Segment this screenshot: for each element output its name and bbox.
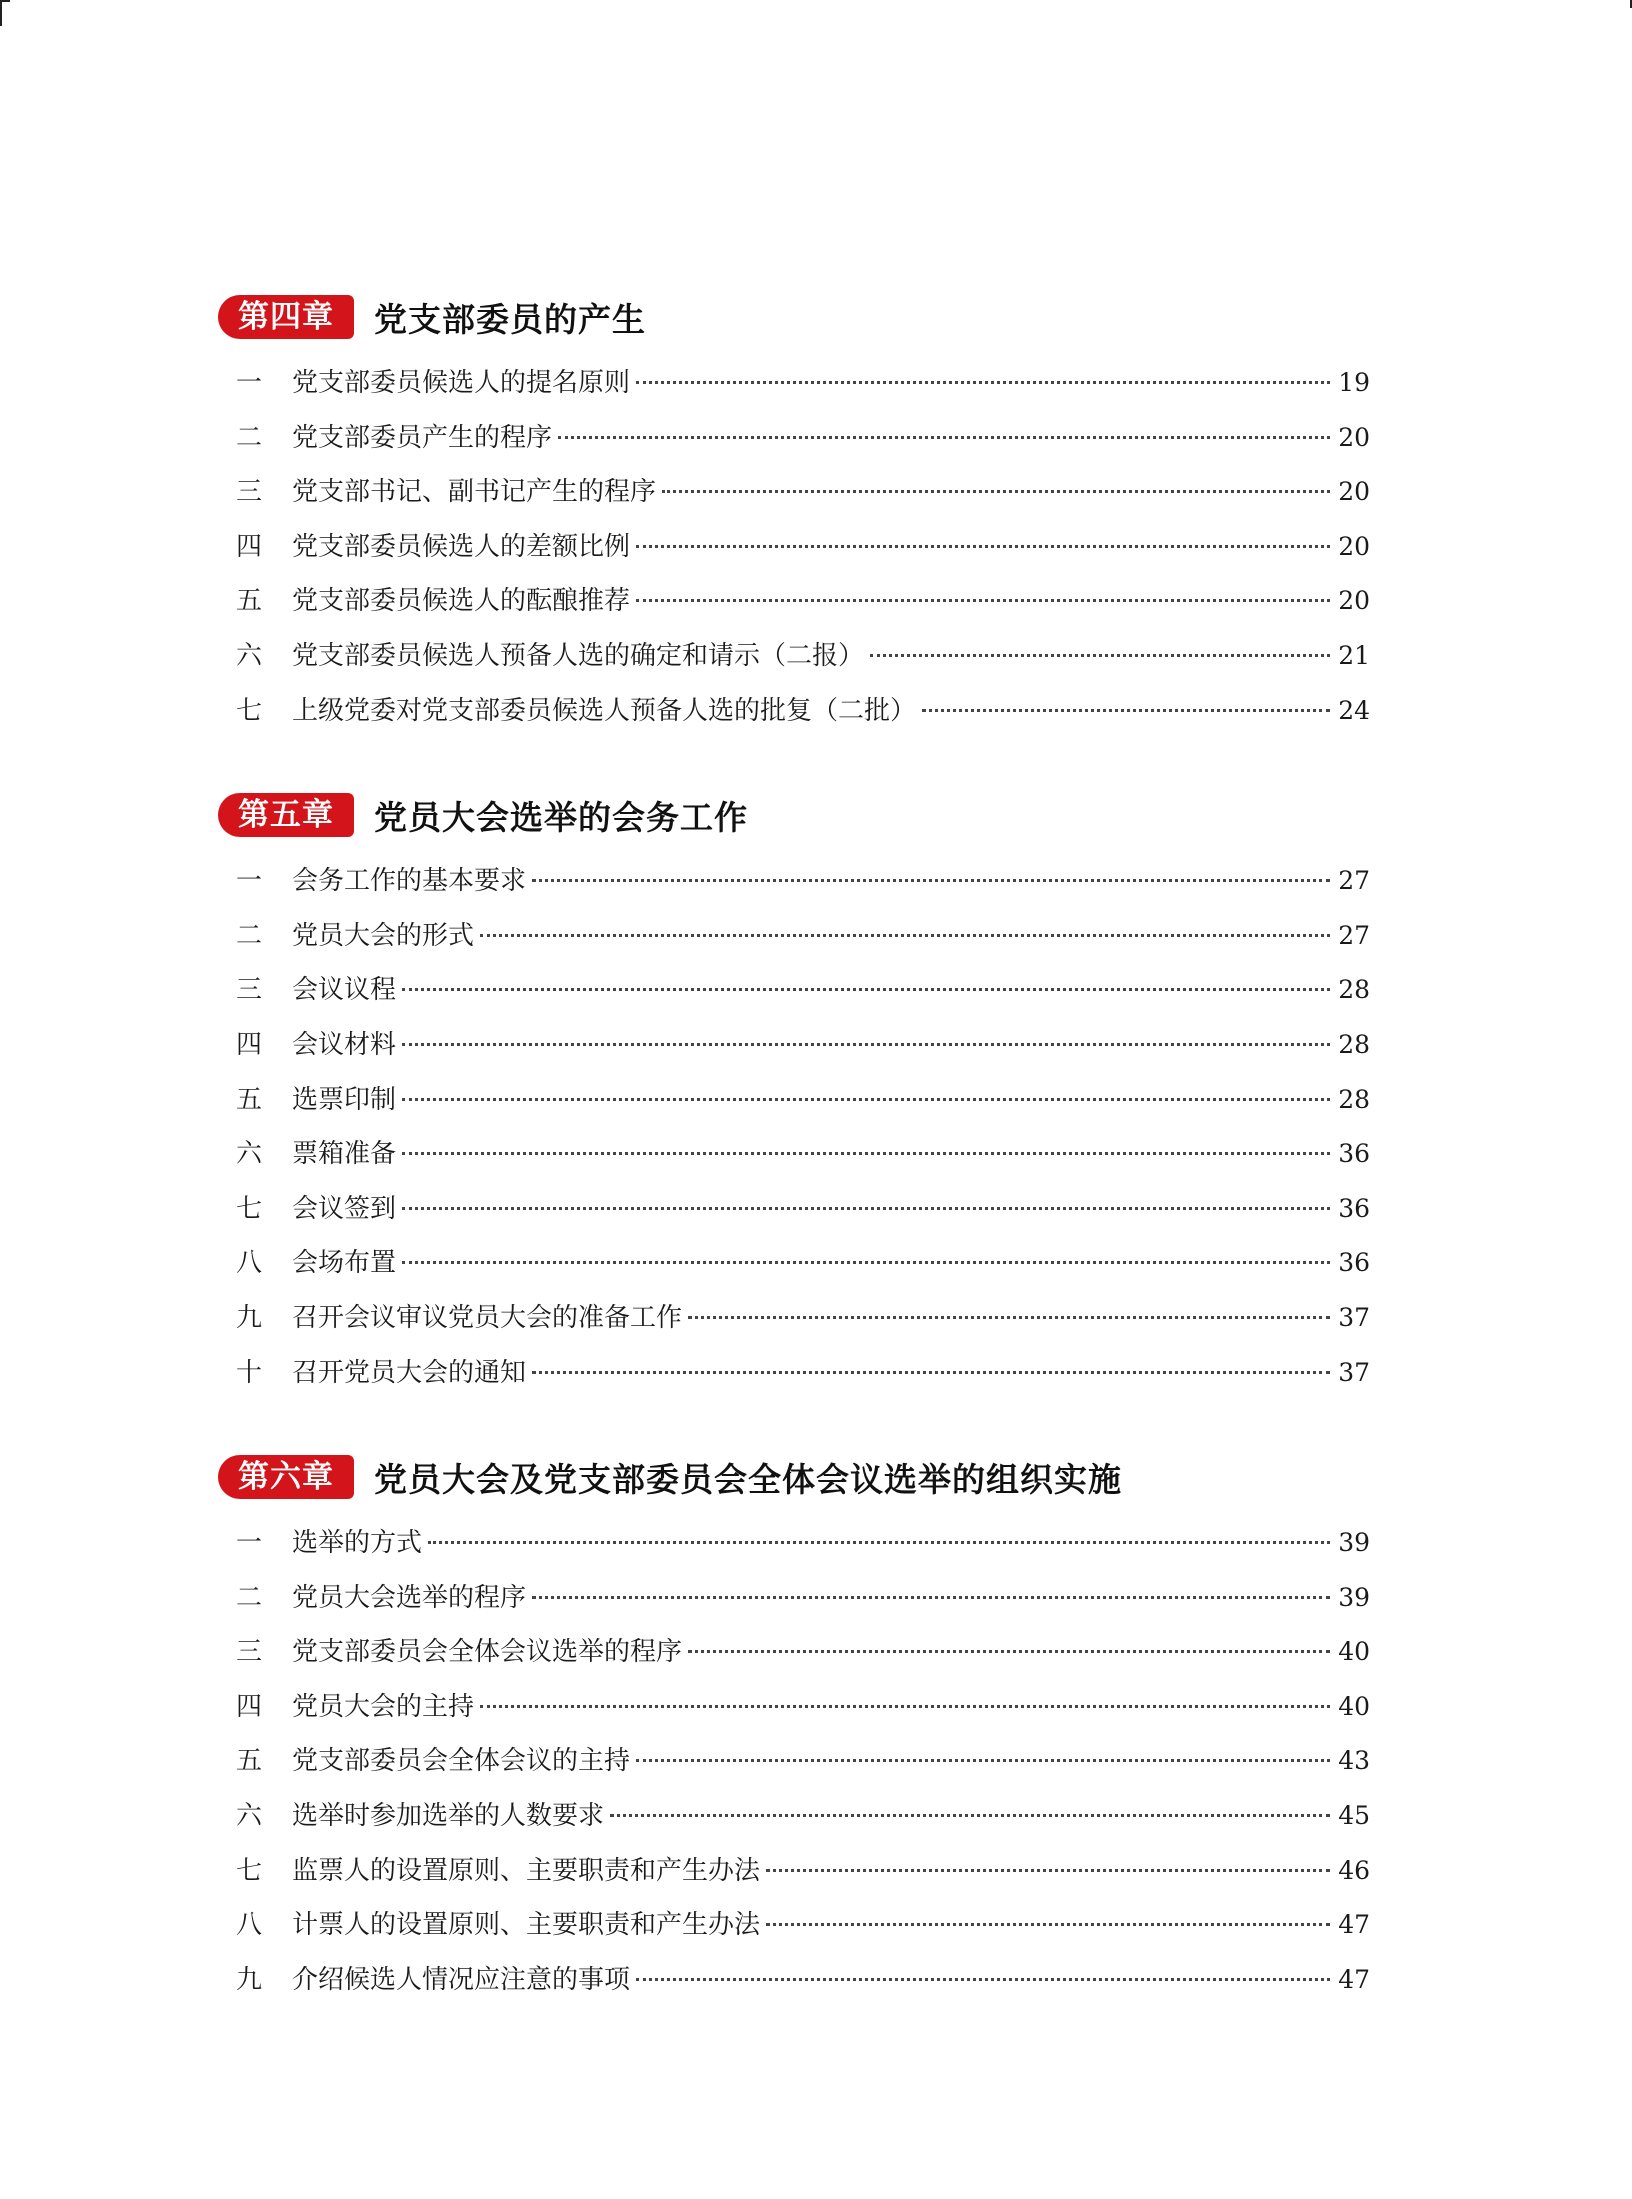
entry-number: 六 <box>236 640 263 671</box>
chapter-entries <box>218 1516 1370 2007</box>
toc-entry[interactable] <box>218 1516 1370 1571</box>
entry-number: 一 <box>236 866 263 897</box>
entry-number: 三 <box>236 975 263 1006</box>
entry-page-number: 37 <box>1338 1302 1370 1332</box>
entry-page-number: 19 <box>1338 368 1370 397</box>
entry-title: 党支部委员候选人的提名原则 <box>292 368 631 398</box>
dot-leader <box>636 1759 1330 1762</box>
entry-title: 党支部委员会全体会议的主持 <box>292 1746 631 1777</box>
dot-leader <box>402 1152 1330 1155</box>
toc-entry[interactable] <box>218 1073 1370 1128</box>
entry-number: 四 <box>236 1691 263 1722</box>
entry-number: 四 <box>236 531 263 562</box>
entry-number: 一 <box>236 368 263 398</box>
toc-entry[interactable] <box>218 684 1370 739</box>
toc-entry[interactable] <box>218 1127 1370 1182</box>
table-of-contents <box>218 292 1370 2059</box>
entry-title: 票箱准备 <box>292 1139 397 1170</box>
entry-page-number: 45 <box>1338 1801 1370 1831</box>
chapter-title: 党支部委员的产生 <box>374 299 646 339</box>
entry-page-number: 39 <box>1338 1528 1370 1558</box>
dot-leader <box>766 1923 1330 1926</box>
entry-number: 二 <box>236 422 263 453</box>
entry-title: 会议签到 <box>292 1193 397 1224</box>
toc-entry[interactable] <box>218 1236 1370 1291</box>
toc-entry[interactable] <box>218 1789 1370 1844</box>
chapter-badge: 第五章 <box>218 793 354 837</box>
entry-page-number: 39 <box>1338 1582 1370 1612</box>
toc-entry[interactable] <box>218 1625 1370 1680</box>
dot-leader <box>402 1098 1330 1101</box>
entry-title: 党员大会的形式 <box>292 920 475 951</box>
entry-page-number: 43 <box>1338 1746 1370 1776</box>
chapter-badge: 第六章 <box>218 1455 354 1499</box>
toc-entry[interactable] <box>218 356 1370 411</box>
entry-title: 召开党员大会的通知 <box>292 1357 527 1388</box>
entry-number: 九 <box>236 1302 263 1333</box>
entry-title: 会议材料 <box>292 1029 397 1060</box>
dot-leader <box>766 1869 1330 1872</box>
dot-leader <box>636 545 1330 548</box>
entry-title: 党支部书记、副书记产生的程序 <box>292 477 657 508</box>
chapter-header <box>218 790 1370 840</box>
entry-title: 党支部委员会全体会议选举的程序 <box>292 1637 683 1668</box>
entry-page-number: 27 <box>1338 866 1370 896</box>
entry-number: 七 <box>236 1193 263 1224</box>
entry-page-number: 47 <box>1338 1910 1370 1940</box>
toc-entry[interactable] <box>218 574 1370 629</box>
entry-page-number: 20 <box>1338 586 1370 616</box>
entry-title: 召开会议审议党员大会的准备工作 <box>292 1302 683 1333</box>
entry-page-number: 27 <box>1338 920 1370 950</box>
chapter-4 <box>218 292 1370 738</box>
entry-title: 党支部委员候选人的差额比例 <box>292 531 631 562</box>
chapter-title: 党员大会选举的会务工作 <box>374 797 748 837</box>
chapter-title: 党员大会及党支部委员会全体会议选举的组织实施 <box>374 1459 1122 1499</box>
entry-page-number: 28 <box>1338 1029 1370 1059</box>
toc-entry[interactable] <box>218 909 1370 964</box>
entry-number: 九 <box>236 1964 263 1995</box>
dot-leader <box>480 934 1330 937</box>
chapter-entries <box>218 854 1370 1400</box>
toc-entry[interactable] <box>218 1571 1370 1626</box>
entry-title: 会务工作的基本要求 <box>292 866 527 897</box>
entry-page-number: 46 <box>1338 1855 1370 1885</box>
entry-number: 六 <box>236 1139 263 1170</box>
entry-page-number: 28 <box>1338 975 1370 1005</box>
entry-page-number: 40 <box>1338 1637 1370 1667</box>
dot-leader <box>688 1650 1330 1653</box>
entry-page-number: 47 <box>1338 1964 1370 1994</box>
toc-entry[interactable] <box>218 465 1370 520</box>
entry-title: 选举时参加选举的人数要求 <box>292 1801 605 1832</box>
entry-number: 八 <box>236 1910 263 1941</box>
toc-entry[interactable] <box>218 1680 1370 1735</box>
chapter-badge: 第四章 <box>218 295 354 339</box>
toc-entry[interactable] <box>218 1291 1370 1346</box>
toc-entry[interactable] <box>218 1953 1370 2008</box>
entry-number: 七 <box>236 1855 263 1886</box>
dot-leader <box>636 381 1330 384</box>
dot-leader <box>428 1541 1330 1544</box>
toc-entry[interactable] <box>218 1898 1370 1953</box>
dot-leader <box>402 988 1330 991</box>
entry-title: 选票印制 <box>292 1084 397 1115</box>
entry-number: 一 <box>236 1528 263 1559</box>
dot-leader <box>402 1043 1330 1046</box>
toc-entry[interactable] <box>218 629 1370 684</box>
toc-entry[interactable] <box>218 963 1370 1018</box>
entry-number: 六 <box>236 1801 263 1832</box>
dot-leader <box>402 1207 1330 1210</box>
entry-title: 监票人的设置原则、主要职责和产生办法 <box>292 1855 761 1886</box>
dot-leader <box>922 709 1330 712</box>
entry-title: 党支部委员产生的程序 <box>292 422 553 453</box>
entry-number: 七 <box>236 695 263 726</box>
entry-page-number: 40 <box>1338 1691 1370 1721</box>
entry-number: 十 <box>236 1357 263 1388</box>
entry-page-number: 28 <box>1338 1084 1370 1114</box>
entry-title: 会议议程 <box>292 975 397 1006</box>
entry-number: 四 <box>236 1029 263 1060</box>
dot-leader <box>558 436 1330 439</box>
dot-leader <box>636 1978 1330 1981</box>
entry-page-number: 20 <box>1338 422 1370 452</box>
entry-title: 党员大会的主持 <box>292 1691 475 1722</box>
entry-page-number: 36 <box>1338 1139 1370 1169</box>
entry-title: 介绍候选人情况应注意的事项 <box>292 1964 631 1995</box>
entry-page-number: 24 <box>1338 695 1370 725</box>
entry-number: 八 <box>236 1248 263 1279</box>
toc-entry[interactable] <box>218 1182 1370 1237</box>
entry-title: 会场布置 <box>292 1248 397 1279</box>
entry-number: 二 <box>236 1582 263 1613</box>
chapter-5 <box>218 790 1370 1400</box>
entry-title: 选举的方式 <box>292 1528 423 1559</box>
entry-title: 党支部委员候选人的酝酿推荐 <box>292 586 631 617</box>
toc-entry[interactable] <box>218 1018 1370 1073</box>
toc-entry[interactable] <box>218 854 1370 909</box>
entry-page-number: 36 <box>1338 1248 1370 1278</box>
entry-number: 二 <box>236 920 263 951</box>
entry-page-number: 20 <box>1338 477 1370 507</box>
entry-page-number: 20 <box>1338 531 1370 561</box>
dot-leader <box>688 1316 1330 1319</box>
chapter-header <box>218 1452 1370 1502</box>
dot-leader <box>402 1261 1330 1264</box>
entry-title: 上级党委对党支部委员候选人预备人选的批复（二批） <box>292 695 917 726</box>
entry-number: 三 <box>236 477 263 508</box>
dot-leader <box>610 1814 1330 1817</box>
toc-entry[interactable] <box>218 1346 1370 1401</box>
entry-page-number: 37 <box>1338 1357 1370 1387</box>
dot-leader <box>870 654 1330 657</box>
chapter-header <box>218 292 1370 342</box>
entry-title: 计票人的设置原则、主要职责和产生办法 <box>292 1910 761 1941</box>
entry-number: 三 <box>236 1637 263 1668</box>
crop-mark-top-left-v <box>0 0 2 26</box>
dot-leader <box>532 1371 1330 1374</box>
entry-page-number: 36 <box>1338 1193 1370 1223</box>
toc-entry[interactable] <box>218 411 1370 466</box>
chapter-entries <box>218 356 1370 738</box>
dot-leader <box>532 879 1330 882</box>
entry-number: 五 <box>236 586 263 617</box>
dot-leader <box>480 1705 1330 1708</box>
toc-entry[interactable] <box>218 1844 1370 1899</box>
chapter-6 <box>218 1452 1370 2007</box>
entry-title: 党支部委员候选人预备人选的确定和请示（二报） <box>292 640 865 671</box>
dot-leader <box>662 490 1330 493</box>
entry-page-number: 21 <box>1338 640 1370 670</box>
entry-title: 党员大会选举的程序 <box>292 1582 527 1613</box>
dot-leader <box>636 599 1330 602</box>
entry-number: 五 <box>236 1746 263 1777</box>
toc-entry[interactable] <box>218 520 1370 575</box>
entry-number: 五 <box>236 1084 263 1115</box>
toc-entry[interactable] <box>218 1734 1370 1789</box>
dot-leader <box>532 1596 1330 1599</box>
